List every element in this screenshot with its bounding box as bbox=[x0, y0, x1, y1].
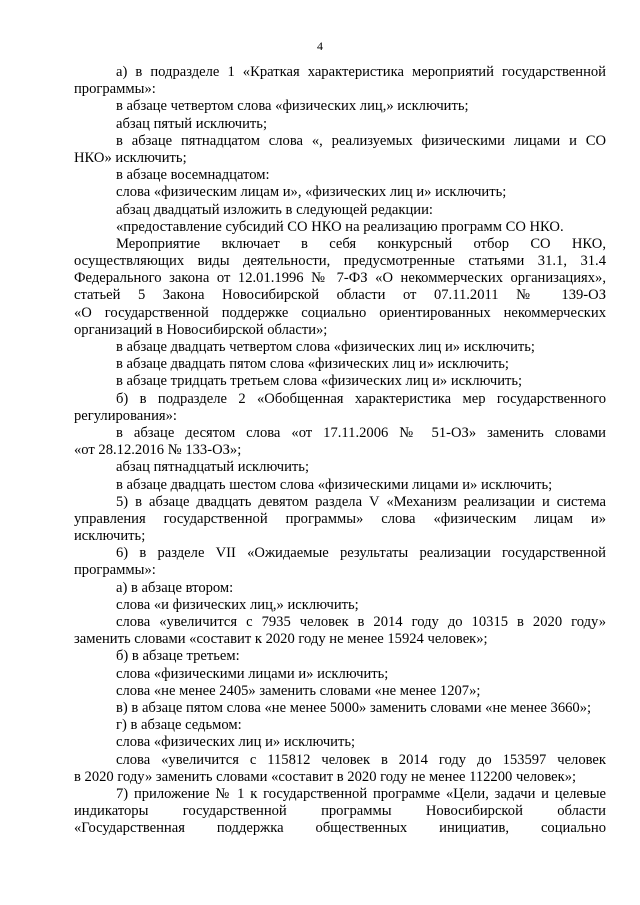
text-line: 5) в абзаце двадцать девятом раздела V «Механизм реализации и система bbox=[116, 493, 606, 510]
text-line: абзац двадцатый изложить в следующей редакции: bbox=[116, 201, 433, 218]
text-line: программы»: bbox=[74, 81, 156, 98]
text-line: в абзаце десятом слова «от 17.11.2006 № 51-ОЗ» заменить словами bbox=[116, 424, 606, 441]
text-line: абзац пятый исключить; bbox=[116, 115, 268, 132]
text-line: программы»: bbox=[74, 562, 156, 579]
text-line: 7) приложение № 1 к государственной программе «Цели, задачи и целевые bbox=[116, 785, 606, 802]
text-line: в абзаце двадцать пятом слова «физических лиц и» исключить; bbox=[116, 356, 509, 373]
text-line: а) в подразделе 1 «Краткая характеристика мероприятий государственной bbox=[116, 64, 606, 80]
page-number: 4 bbox=[317, 39, 323, 53]
text-line: в абзаце пятнадцатом слова «, реализуемых физическими лицами и СО bbox=[116, 132, 606, 149]
text-line: статьей 5 Закона Новосибирской области от 07.11.2011 № 139-ОЗ bbox=[74, 287, 606, 304]
text-line: г) в абзаце седьмом: bbox=[116, 717, 242, 734]
text-line: слова «и физических лиц,» исключить; bbox=[116, 596, 359, 613]
text-line: 6) в разделе VII «Ожидаемые результаты реализации государственной bbox=[116, 545, 606, 562]
text-line: в абзаце двадцать шестом слова «физическими лицами и» исключить; bbox=[116, 476, 553, 493]
text-line: абзац пятнадцатый исключить; bbox=[116, 459, 310, 476]
text-line: слова «не менее 2405» заменить словами «не менее 1207»; bbox=[116, 682, 481, 699]
text-line: исключить; bbox=[74, 528, 146, 545]
text-line: слова «физическим лицам и», «физических лиц и» исключить; bbox=[116, 184, 507, 201]
text-line: «предоставление субсидий СО НКО на реализацию программ СО НКО. bbox=[116, 218, 564, 235]
document-body bbox=[74, 64, 606, 837]
text-line: заменить словами «составит к 2020 году не менее 15924 человек»; bbox=[74, 631, 488, 648]
text-line: осуществляющих виды деятельности, предусмотренные статьями 31.1, 31.4 bbox=[74, 253, 606, 270]
text-line: в абзаце тридцать третьем слова «физических лиц и» исключить; bbox=[116, 373, 523, 390]
text-line: а) в абзаце втором: bbox=[116, 579, 234, 596]
text-line: б) в абзаце третьем: bbox=[116, 648, 240, 665]
text-line: управления государственной программы» слова «физическим лицам и» bbox=[74, 510, 606, 527]
text-line: в абзаце восемнадцатом: bbox=[116, 167, 270, 184]
text-line: слова «физических лиц и» исключить; bbox=[116, 734, 356, 751]
text-line: Мероприятие включает в себя конкурсный отбор СО НКО, bbox=[116, 235, 606, 252]
text-line: «от 28.12.2016 № 133-ОЗ»; bbox=[74, 442, 242, 459]
text-line: организаций в Новосибирской области»; bbox=[74, 321, 328, 338]
text-line: слова «физическими лицами и» исключить; bbox=[116, 665, 389, 682]
text-line: слова «увеличится с 7935 человек в 2014 году до 10315 в 2020 году» bbox=[116, 614, 606, 630]
text-line: Федерального закона от 12.01.1996 № 7-ФЗ «О некоммерческих организациях», bbox=[74, 270, 606, 287]
text-line: НКО» исключить; bbox=[74, 149, 187, 166]
text-line: б) в подразделе 2 «Обобщенная характеристика мер государственного bbox=[116, 390, 606, 407]
text-line: слова «увеличится с 115812 человек в 2014 году до 153597 человек bbox=[116, 751, 606, 768]
text-line: регулирования»: bbox=[74, 407, 177, 424]
text-line: в 2020 году» заменить словами «составит в 2020 году не менее 112200 человек»; bbox=[74, 768, 577, 785]
text-line: в абзаце четвертом слова «физических лиц,» исключить; bbox=[116, 98, 469, 115]
text-line: в) в абзаце пятом слова «не менее 5000» заменить словами «не менее 3660»; bbox=[116, 699, 592, 716]
text-line: индикаторы государственной программы Новосибирской области bbox=[74, 803, 606, 820]
text-line: «Государственная поддержка общественных инициатив, социально bbox=[74, 820, 606, 837]
text-line: «О государственной поддержке социально ориентированных некоммерческих bbox=[74, 304, 606, 321]
text-line: в абзаце двадцать четвертом слова «физических лиц и» исключить; bbox=[116, 339, 535, 355]
